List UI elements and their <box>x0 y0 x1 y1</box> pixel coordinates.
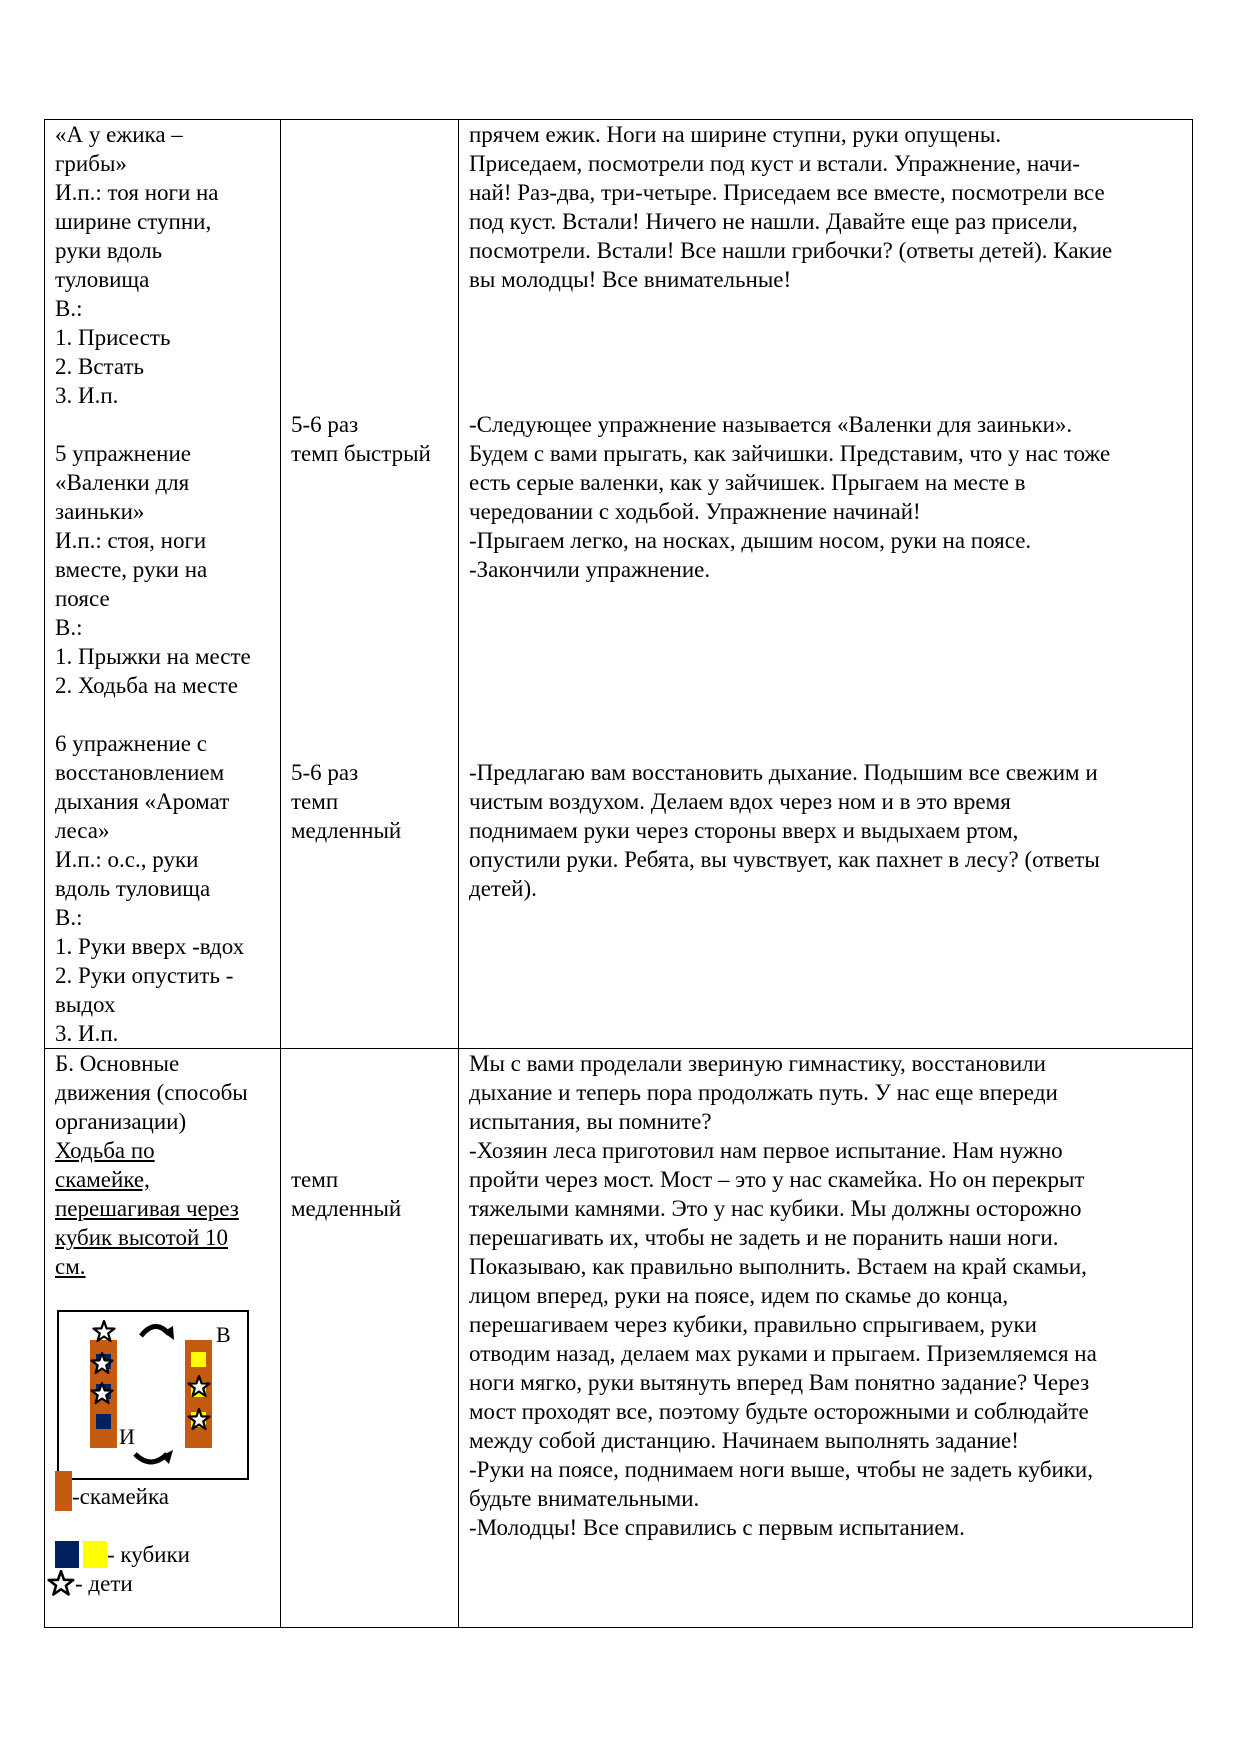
text-line: испытания, вы помните? <box>469 1109 712 1134</box>
cube-yellow <box>191 1352 206 1367</box>
legend-bench-label: -скамейка <box>72 1484 170 1509</box>
text-line <box>291 323 448 352</box>
text-line: Б. Основные <box>55 1051 180 1076</box>
text-line: есть серые валенки, как у зайчишек. Прыгаем на месте в <box>469 470 1026 495</box>
text-line: 3. И.п. <box>55 383 119 408</box>
text-line <box>291 294 448 323</box>
legend-children-label: - дети <box>75 1571 133 1596</box>
text-line: 5-6 раз <box>291 760 359 785</box>
text-line <box>469 323 1182 352</box>
text-line: -Предлагаю вам восстановить дыхание. Подышим все свежим и <box>469 760 1098 785</box>
text-line: прячем ежик. Ноги на ширине ступни, руки опущены. <box>469 122 1002 147</box>
cube-swatch <box>55 1541 107 1569</box>
star-icon <box>47 1570 75 1598</box>
text-line <box>291 1107 448 1136</box>
legend-children <box>47 1569 270 1598</box>
text-line <box>291 149 448 178</box>
text-line: скамейке, <box>55 1167 150 1192</box>
instructions-cell <box>459 120 1193 1049</box>
text-line <box>469 584 1182 613</box>
text-line: вы молодцы! Все внимательные! <box>469 267 792 292</box>
text-line: организации) <box>55 1109 187 1134</box>
text-line: дыхание и теперь пора продолжать путь. У нас еще впереди <box>469 1080 1058 1105</box>
text-line <box>291 120 448 149</box>
text-line <box>469 613 1182 642</box>
text-line <box>291 700 448 729</box>
text-line: -Руки на поясе, поднимаем ноги выше, чтобы не задеть кубики, <box>469 1457 1093 1482</box>
text-line <box>469 700 1182 729</box>
text-line: В.: <box>55 615 83 640</box>
text-line: И.п.: о.с., руки <box>55 847 199 872</box>
text-line: медленный <box>291 818 402 843</box>
text-line <box>469 294 1182 323</box>
bench-walk-diagram <box>57 1310 251 1482</box>
text-line <box>469 352 1182 381</box>
text-line: В.: <box>55 905 83 930</box>
text-line: 2. Руки опустить - <box>55 963 234 988</box>
text-line: движения (способы <box>55 1080 248 1105</box>
text-line: 1. Руки вверх -вдох <box>55 934 245 959</box>
text-line: детей). <box>469 876 537 901</box>
text-line: Будем с вами прыгать, как зайчишки. Представим, что у нас тоже <box>469 441 1111 466</box>
text-line <box>291 468 448 497</box>
text-line: темп <box>291 1167 339 1192</box>
text-line <box>291 729 448 758</box>
text-line: будьте внимательными. <box>469 1486 700 1511</box>
text-line: И.п.: стоя, ноги <box>55 528 207 553</box>
text-line <box>291 381 448 410</box>
cube-blue <box>96 1414 111 1429</box>
text-line: 3. И.п. <box>55 1021 119 1046</box>
text-line: мост проходят все, поэтому будьте осторожными и соблюдайте <box>469 1399 1089 1424</box>
text-line: между собой дистанцию. Начинаем выполнять задание! <box>469 1428 1019 1453</box>
bench-swatch <box>55 1471 72 1511</box>
text-line: перешагивая через <box>55 1196 239 1221</box>
text-line <box>291 613 448 642</box>
text-line: Показываю, как правильно выполнить. Встаем на край скамьи, <box>469 1254 1087 1279</box>
text-line: под куст. Встали! Ничего не нашли. Давайте еще раз присели, <box>469 209 1078 234</box>
dosage-cell <box>281 120 459 1049</box>
text-line: см. <box>55 1254 86 1279</box>
text-line: перешагивать их, чтобы не задеть и не поранить наши ноги. <box>469 1225 1059 1250</box>
text-line: грибы» <box>55 151 127 176</box>
text-line: чистым воздухом. Делаем вдох через ном и в это время <box>469 789 1011 814</box>
text-line: руки вдоль <box>55 238 163 263</box>
text-line: ширине ступни, <box>55 209 212 234</box>
text-line <box>291 497 448 526</box>
diagram-label-start: И <box>119 1424 135 1449</box>
text-line <box>291 1049 448 1078</box>
text-line: перешагиваем через кубики, правильно спрыгиваем, руки <box>469 1312 1037 1337</box>
text-line: -Хозяин леса приготовил нам первое испытание. Нам нужно <box>469 1138 1063 1163</box>
text-line: выдох <box>55 992 116 1017</box>
text-line: темп <box>291 789 339 814</box>
text-line: пройти через мост. Мост – это у нас скамейка. Но он перекрыт <box>469 1167 1085 1192</box>
text-line: медленный <box>291 1196 402 1221</box>
text-line: восстановлением <box>55 760 225 785</box>
text-line: -Закончили упражнение. <box>469 557 711 582</box>
text-line: посмотрели. Встали! Все нашли грибочки? (ответы детей). Какие <box>469 238 1113 263</box>
exercise-cell <box>45 120 281 1049</box>
text-line <box>469 642 1182 671</box>
text-line: И.п.: тоя ноги на <box>55 180 219 205</box>
text-line: «Валенки для <box>55 470 190 495</box>
exercise-cell <box>45 1049 281 1628</box>
text-line: вдоль туловища <box>55 876 211 901</box>
text-line: поясе <box>55 586 110 611</box>
text-line <box>55 700 270 729</box>
text-line <box>55 410 270 439</box>
text-line <box>291 555 448 584</box>
text-line: заиньки» <box>55 499 145 524</box>
text-line: туловища <box>55 267 150 292</box>
text-line: 5 упражнение <box>55 441 192 466</box>
text-line: 2. Ходьба на месте <box>55 673 238 698</box>
text-line: ноги мягко, руки вытянуть вперед Вам понятно задание? Через <box>469 1370 1090 1395</box>
text-line: Приседаем, посмотрели под куст и встали. Упражнение, начи- <box>469 151 1081 176</box>
text-line <box>291 584 448 613</box>
text-line: 1. Присесть <box>55 325 171 350</box>
text-line: 2. Встать <box>55 354 145 379</box>
text-line <box>291 236 448 265</box>
text-line: леса» <box>55 818 110 843</box>
text-line: дыхания «Аромат <box>55 789 230 814</box>
text-line: 5-6 раз <box>291 412 359 437</box>
text-line <box>469 381 1182 410</box>
legend-cubes <box>55 1511 270 1569</box>
lesson-plan-table <box>44 119 1193 1628</box>
legend-bench <box>55 1482 270 1511</box>
text-line <box>291 526 448 555</box>
text-line: кубик высотой 10 <box>55 1225 229 1250</box>
text-line <box>291 642 448 671</box>
text-line: отводим назад, делаем мах руками и прыгаем. Приземляемся на <box>469 1341 1097 1366</box>
text-line: темп быстрый <box>291 441 431 466</box>
text-line <box>291 1136 448 1165</box>
instructions-cell <box>459 1049 1193 1628</box>
text-line <box>291 352 448 381</box>
text-line: чередовании с ходьбой. Упражнение начинай! <box>469 499 921 524</box>
text-line: В.: <box>55 296 83 321</box>
text-line <box>291 671 448 700</box>
table-row <box>45 1049 1193 1628</box>
text-line: опустили руки. Ребята, вы чувствует, как пахнет в лесу? (ответы <box>469 847 1100 872</box>
text-line <box>291 265 448 294</box>
text-line: 1. Прыжки на месте <box>55 644 251 669</box>
text-line: -Следующее упражнение называется «Валенки для заиньки». <box>469 412 1073 437</box>
legend-cubes-label: - кубики <box>107 1542 190 1567</box>
text-line: поднимаем руки через стороны вверх и выдыхаем ртом, <box>469 818 1019 843</box>
text-line: вместе, руки на <box>55 557 208 582</box>
text-line <box>291 178 448 207</box>
text-line: тяжелыми камнями. Это у нас кубики. Мы должны осторожно <box>469 1196 1082 1221</box>
text-line: Мы с вами проделали звериную гимнастику, восстановили <box>469 1051 1046 1076</box>
dosage-cell <box>281 1049 459 1628</box>
text-line <box>291 207 448 236</box>
diagram-label-end: В <box>216 1322 231 1347</box>
text-line: -Прыгаем легко, на носках, дышим носом, руки на поясе. <box>469 528 1032 553</box>
text-line: 6 упражнение с <box>55 731 207 756</box>
text-line: «А у ежика – <box>55 122 183 147</box>
text-line: лицом вперед, руки на поясе, идем по скамье до конца, <box>469 1283 1009 1308</box>
text-line: Ходьба по <box>55 1138 155 1163</box>
text-line: най! Раз-два, три-четыре. Приседаем все вместе, посмотрели все <box>469 180 1105 205</box>
text-line <box>469 671 1182 700</box>
text-line <box>469 729 1182 758</box>
text-line: -Молодцы! Все справились с первым испытанием. <box>469 1515 965 1540</box>
text-line <box>291 1078 448 1107</box>
table-row <box>45 120 1193 1049</box>
